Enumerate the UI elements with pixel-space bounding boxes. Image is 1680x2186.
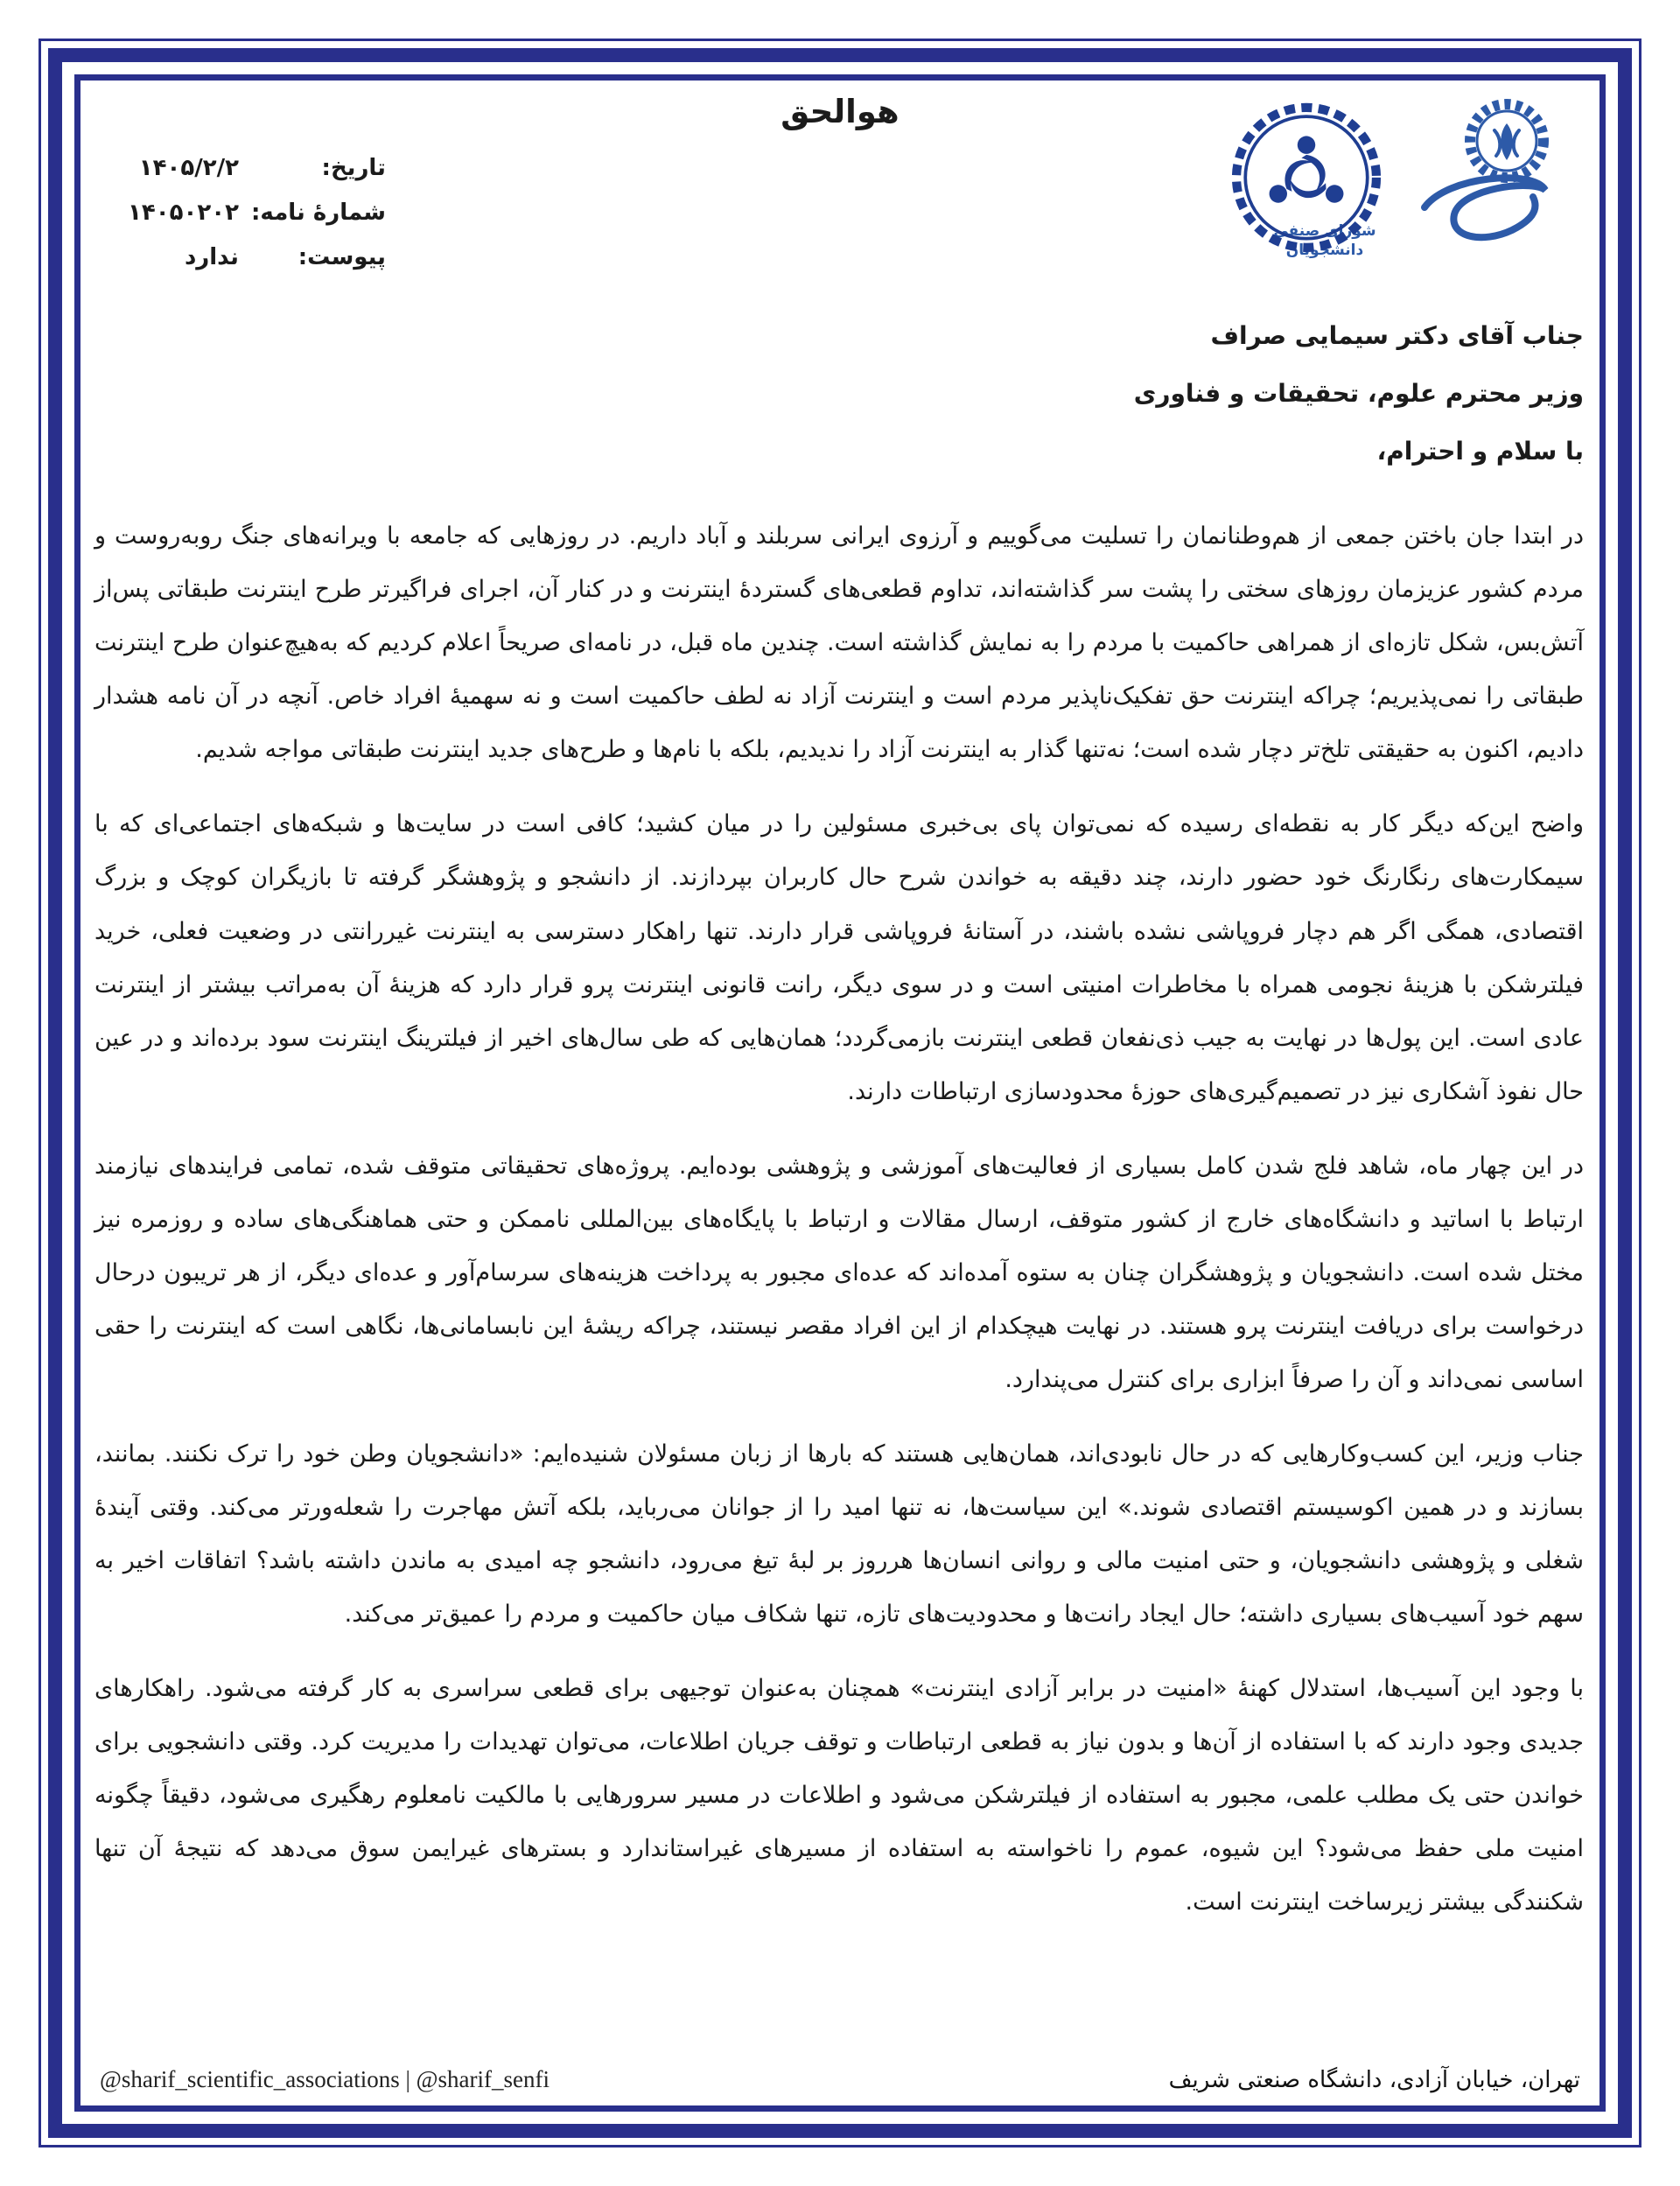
body-paragraph-1: در ابتدا جان باختن جمعی از هم‌وطنانمان را تسلیت می‌گوییم و آرزوی ایرانی سربلند و آباد داریم. در روزهایی که جامعه با ویرانه‌های جنگ روبه‌روست و مردم کشور عزیزمان روزهای سختی را پشت سر گذاشته‌اند، تداوم قطعی‌های گستردهٔ اینترنت و در کنار آن، اجرای فراگیرتر طرح اینترنت طبقاتی پس‌از آتش‌بس، شکل تازه‌ای از همراهی حاکمیت با مردم را به نمایش گذاشته است. چندین ماه قبل، در نامه‌ای صریحاً اعلام کردیم که به‌هیچ‌عنوان طرح اینترنت طبقاتی را نمی‌پذیریم؛ چراکه اینترنت حق تفکیک‌ناپذیر مردم است و اینترنت آزاد نه لطف حاکمیت است و نه سهمیهٔ افراد خاص. آنچه در آن نامه هشدار دادیم، اکنون به حقیقتی تلخ‌تر دچار شده است؛ نه‌تنها گذار به اینترنت آزاد را ندیدیم، بلکه با نام‌ها و طرح‌های جدید اینترنت طبقاتی مواجه شدیم. bbox=[94, 522, 1584, 764]
date-value: ۱۴۰۵/۲/۲ bbox=[138, 155, 239, 181]
letter-body bbox=[94, 509, 1584, 1928]
date-label: تاریخ: bbox=[321, 155, 386, 181]
body-paragraph-4: جناب وزیر، این کسب‌وکارهایی که در حال نابودی‌اند، همان‌هایی هستند که بارها از زبان مسئولان شنیده‌ایم: «دانشجویان وطن خود را ترک نکنند. بمانند، بسازند و در همین اکوسیستم اقتصادی شوند.» این سیاست‌ها، نه تنها امید را از جوانان می‌رباید، بلکه آتش مهاجرت را شعله‌ورتر می‌کند. وقتی آیندهٔ شغلی و پژوهشی دانشجویان، و حتی امنیت مالی و روانی انسان‌ها هرروز بر لبهٔ تیغ می‌رود، دانشجو چه امیدی به ماندن داشته باشد؟ اتفاقات اخیر به سهم خود آسیب‌های بسیاری داشته؛ حال ایجاد رانت‌ها و محدودیت‌های تازه، تنها شکاف میان حاکمیت و مردم را عمیق‌تر می‌کند. bbox=[94, 1440, 1584, 1628]
header-logos bbox=[1220, 92, 1577, 267]
date-row bbox=[128, 155, 386, 181]
recipient-name: جناب آقای دکتر سیمایی صراف bbox=[1210, 321, 1584, 350]
body-paragraph-3: در این چهار ماه، شاهد فلج شدن کامل بسیاری از فعالیت‌های آموزشی و پژوهشی بوده‌ایم. پروژه‌های تحقیقاتی متوقف شده، تمامی فرایندهای نیازمند ارتباط با اساتید و دانشگاه‌های خارج از کشور متوقف، ارسال مقالات و ارتباط با پایگاه‌های بین‌المللی ناممکن و حتی هماهنگی‌های ساده و روزمره نیز مختل شده است. دانشجویان و پژوهشگران چنان به ستوه آمده‌اند که عده‌ای مجبور به پرداخت هزینه‌های سرسام‌آور و عده‌ای دیگر، از هر تریبون درحال درخواست برای دریافت اینترنت پرو هستند. در نهایت هیچکدام از این افراد مقصر نیستند، چراکه ریشهٔ این نابسامانی‌ها، نگاهی است که اینترنت را حقی اساسی نمی‌داند و آن را صرفاً ابزاری برای کنترل می‌پندارد. bbox=[94, 1152, 1584, 1393]
body-paragraph-2: واضح این‌که دیگر کار به نقطه‌ای رسیده که نمی‌توان پای بی‌خبری مسئولین را در میان کشید؛ کافی است در سایت‌ها و شبکه‌های اجتماعی‌ای که با سیمکارت‌های رنگارنگ خود حضور دارند، چند دقیقه به خواندن شرح حال کاربران بپردازند. از دانشجو و پژوهشگر گرفته تا بازیگران کوچک و بزرگ اقتصادی، همگی اگر هم دچار فروپاشی نشده باشند، در آستانهٔ فروپاشی قرار دارند. تنها راهکار دسترسی به اینترنت غیررانتی در وضعیت فعلی، خرید فیلترشکن با هزینهٔ نجومی همراه با مخاطرات امنیتی است و در سوی دیگر، رانت قانونی اینترنت پرو قرار دارد که هزینهٔ آن به‌مراتب بیشتر از اینترنت عادی است. این پول‌ها در نهایت به جیب ذی‌نفعان قطعی اینترنت بازمی‌گردد؛ همان‌هایی که طی سال‌های اخیر از فیلترینگ اینترنت سود برده‌اند و در عین حال نفوذ آشکاری نیز در تصمیم‌گیری‌های حوزهٔ محدودسازی ارتباطات دارند. bbox=[94, 810, 1584, 1105]
letter-footer bbox=[100, 2066, 1580, 2093]
bismillah-title: هوالحق bbox=[780, 93, 900, 130]
footer-address: تهران، خیابان آزادی، دانشگاه صنعتی شریف bbox=[1168, 2067, 1580, 2093]
attachment-value: ندارد bbox=[184, 244, 239, 270]
scientific-associations-logo bbox=[1220, 92, 1388, 267]
salutation: با سلام و احترام، bbox=[1376, 436, 1584, 466]
attachment-label: پیوست: bbox=[298, 244, 386, 270]
scientific-associations-emblem-icon bbox=[1225, 92, 1388, 260]
sharif-gear-emblem-icon bbox=[1409, 92, 1577, 267]
body-paragraph-5: با وجود این آسیب‌ها، استدلال کهنهٔ «امنیت در برابر آزادی اینترنت» همچنان به‌عنوان توجیهی برای قطعی سراسری به کار گرفته می‌شود. راهکارهای جدیدی وجود دارند که با استفاده از آن‌ها و بدون نیاز به قطعی ارتباطات و توقف جریان اطلاعات، می‌توان تهدیدات را مدیریت کرد. وقتی دانشجویی برای خواندن حتی یک مطلب علمی، مجبور به استفاده از فیلترشکن می‌شود و اطلاعات در مسیر سرورهایی با مالکیت نامعلوم رهگیری می‌شود، دقیقاً چگونه امنیت ملی حفظ می‌شود؟ این شیوه، عموم را ناخواسته به استفاده از مسیرهای غیراستاندارد و بسترهای غیرایمن سوق می‌دهد که نتیجهٔ آن تنها شکنندگی بیشتر زیرساخت اینترنت است. bbox=[94, 1674, 1584, 1916]
attachment-row bbox=[128, 244, 386, 270]
recipient-block bbox=[93, 307, 1584, 480]
letter-number-label: شمارهٔ نامه: bbox=[251, 200, 386, 226]
footer-social-handles: @sharif_scientific_associations | @sharif_senfi bbox=[100, 2066, 550, 2092]
letter-meta-block bbox=[128, 155, 386, 289]
senfi-logo-caption-line2: دانشجویان bbox=[1285, 241, 1364, 259]
recipient-title: وزیر محترم علوم، تحقیقات و فناوری bbox=[1133, 378, 1584, 408]
letter-header bbox=[93, 130, 1587, 302]
sharif-senfi-logo bbox=[1273, 92, 1577, 267]
letter-number-row bbox=[128, 200, 386, 226]
letter-number-value: ۱۴۰۵۰۲۰۲ bbox=[128, 200, 239, 226]
letter-content bbox=[93, 84, 1587, 2102]
senfi-logo-caption-line1: شورای صنفی bbox=[1273, 221, 1376, 240]
